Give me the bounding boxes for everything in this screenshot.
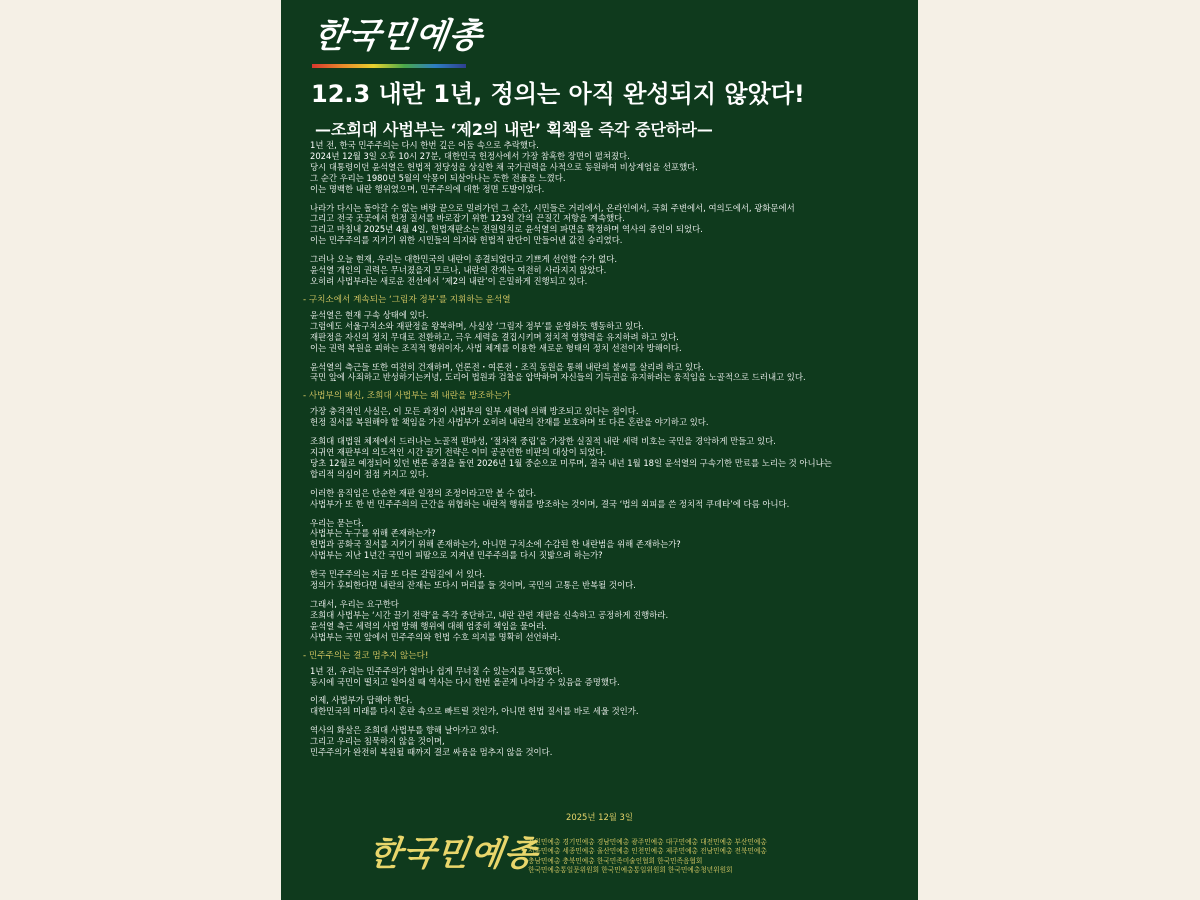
member-organizations [528,838,908,875]
paragraph-9 [310,518,905,562]
paragraph-8 [310,488,905,510]
body-line: 국민 앞에 사죄하고 반성하기는커녕, 도리어 법원과 검찰을 압박하며 자신들의 기득권을 유지하려는 움직임을 노골적으로 드러내고 있다. [310,372,806,383]
body-line: 합리적 의심이 점점 커지고 있다. [310,468,429,479]
body-line: 이러한 움직임은 단순한 재판 일정의 조정이라고만 볼 수 없다. [310,487,537,498]
body-line: 우리는 묻는다. [310,517,364,528]
body-line: 그래서, 우리는 요구한다 [310,599,399,609]
org-line: 한국민예총통일문위원회 한국민예총통일위원회 한국민예총청년위원회 [528,865,733,874]
page-title: 12.3 내란 1년, 정의는 아직 완성되지 않았다! [311,80,805,108]
body-line: 헌정 질서를 복원해야 할 책임을 가진 사법부가 오히려 내란의 잔재를 보호하며 또 다른 혼란을 야기하고 있다. [310,417,709,428]
body-line: 이제, 사법부가 답해야 한다. [310,695,413,706]
body-line: 오히려 사법부라는 새로운 전선에서 ‘제2의 내란’이 은밀하게 진행되고 있다. [310,275,588,286]
body-line: 역사의 화살은 조희대 사법부를 향해 날아가고 있다. [310,725,499,736]
body-line: 사법부는 국민 앞에서 민주주의와 헌법 수호 의지를 명확히 선언하라. [310,631,561,642]
paragraph-13 [310,695,905,717]
body-line: 이는 민주주의를 지키기 위한 시민들의 의지와 헌법적 판단이 만들어낸 값진 승리였다. [310,235,623,246]
paragraph-4 [310,310,905,354]
body-line: 조희대 사법부는 ‘시간 끌기 전략’을 즉각 중단하고, 내란 관련 재판을 신속하고 공정하게 진행하라. [310,609,669,620]
body-line: 당시 대통령이던 윤석열은 헌법적 정당성을 상실한 채 국가권력을 사적으로 동원하여 비상계엄을 선포했다. [310,161,698,172]
paragraph-3 [310,254,905,287]
paragraph-10 [310,569,905,591]
body-line: 가장 충격적인 사실은, 이 모든 과정이 사법부의 일부 세력에 의해 방조되고 있다는 점이다. [310,406,639,417]
paragraph-5 [310,362,905,384]
body-line: 조희대 대법원 체제에서 드러나는 노골적 편파성, ‘절차적 중립’을 가장한 실질적 내란 세력 비호는 국민을 경악하게 만들고 있다. [310,436,776,447]
body-line: 윤석열의 측근들 또한 여전히 건재하며, 언론전・여론전・조직 동원을 통해 내란의 불씨를 살리려 하고 있다. [310,361,704,372]
section-heading-1: - 구치소에서 계속되는 ‘그림자 정부’를 지휘하는 윤석열 [303,294,511,305]
paragraph-7 [310,436,905,480]
body-line: 사법부는 지난 1년간 국민이 피땀으로 지켜낸 민주주의를 다시 짓밟으려 하는가? [310,550,603,561]
body-line: 당초 12월로 예정되어 있던 변론 종결을 돌연 2026년 1월 중순으로 미루며, 결국 내년 1월 18일 윤석열의 구속기한 만료를 노리는 것 아니냐는 [310,457,832,468]
body-line: 그 순간 우리는 1980년 5월의 악몽이 되살아나는 듯한 전율을 느꼈다. [310,172,566,183]
logo-bottom: 한국민예총 [365,834,541,874]
section-heading-2: - 사법부의 배신, 조희대 사법부는 왜 내란을 방조하는가 [303,391,511,402]
body-line: 그럼에도 서울구치소와 재판정을 왕복하며, 사실상 ‘그림자 정부’를 운영하듯 행동하고 있다. [310,320,644,331]
section-heading-3: - 민주주의는 결코 멈추지 않는다! [303,650,429,661]
body-line: 윤석열 측근 세력의 사법 방해 행위에 대해 엄중히 책임을 물어라. [310,620,547,631]
paragraph-2 [310,203,905,247]
logo-top: 한국민예총 [310,16,486,56]
body-line: 정의가 후퇴한다면 내란의 잔재는 또다시 머리를 들 것이며, 국민의 고통은 반복될 것이다. [310,580,636,591]
body-line: 재판정을 자신의 정치 무대로 전환하고, 극우 세력을 결집시키며 정치적 영향력을 유지하려 하고 있다. [310,331,679,342]
body-line: 한국 민주주의는 지금 또 다른 갈림길에 서 있다. [310,569,486,580]
body-line: 나라가 다시는 돌아갈 수 없는 벼랑 끝으로 밀려가던 그 순간, 시민들은 거리에서, 온라인에서, 국회 주변에서, 여의도에서, 광화문에서 [310,202,795,213]
body-line: 사법부는 누구를 위해 존재하는가? [310,528,436,539]
body-line: 민주주의가 완전히 복원될 때까지 결코 싸움을 멈추지 않을 것이다. [310,747,553,758]
paragraph-14 [310,725,905,758]
body-line: 2024년 12월 3일 오후 10시 27분, 대한민국 헌정사에서 가장 참혹한 장면이 펼쳐졌다. [310,150,630,161]
rainbow-divider [312,64,466,68]
paragraph-6 [310,406,905,428]
body-line: 동시에 국민이 떨치고 일어설 때 역사는 다시 한번 올곧게 나아갈 수 있음을 증명했다. [310,676,620,687]
body-line: 대한민국의 미래를 다시 혼란 속으로 빠트릴 것인가, 아니면 헌법 질서를 바로 세울 것인가. [310,706,639,717]
org-line: 충남민예총 충북민예총 한국민족미술인협회 한국민족음협회 [528,856,703,865]
body-line: 이는 명백한 내란 행위였으며, 민주주의에 대한 정면 도발이었다. [310,183,545,194]
body-line: 이는 권력 복원을 꾀하는 조직적 행위이자, 사법 체계를 이용한 새로운 형태의 정치 선전이자 방해이다. [310,342,682,353]
body-line: 1년 전, 우리는 민주주의가 얼마나 쉽게 무너질 수 있는지를 목도했다. [310,665,564,676]
org-line: 강원민예총 경기민예총 경남민예총 광주민예총 대구민예총 대전민예총 부산민예총 [528,838,767,846]
body-line: 그리고 마침내 2025년 4월 4일, 헌법재판소는 전원일치로 윤석열의 파면을 확정하며 역사의 증인이 되었다. [310,224,703,235]
page-subtitle: —조희대 사법부는 ‘제2의 내란’ 획책을 즉각 중단하라— [315,120,713,139]
body-line: 사법부가 또 한 번 민주주의의 근간을 위협하는 내란적 행위를 방조하는 것이며, 결국 ‘법의 외피를 쓴 정치적 쿠데타’에 다름 아니다. [310,498,790,509]
statement-poster [281,0,918,900]
body-line: 헌법과 공화국 질서를 지키기 위해 존재하는가, 아니면 구치소에 수감된 한 내란범을 위해 존재하는가? [310,539,681,550]
org-line: 서울민예총 세종민예총 울산민예총 인천민예총 제주민예총 전남민예총 전북민예총 [528,847,767,856]
statement-body [303,140,905,766]
body-line: 그리고 전국 곳곳에서 헌정 질서를 바로잡기 위한 123일 간의 끈질긴 저항을 계속했다. [310,213,625,224]
statement-date: 2025년 12월 3일 [566,812,633,822]
body-line: 1년 전, 한국 민주주의는 다시 한번 깊은 어둠 속으로 추락했다. [310,140,539,150]
body-line: 지귀연 재판부의 의도적인 시간 끌기 전략은 이미 공공연한 비판의 대상이 되었다. [310,447,607,458]
body-line: 그러나 오늘 현재, 우리는 대한민국의 내란이 종결되었다고 기쁘게 선언할 수가 없다. [310,254,618,265]
paragraph-11 [310,599,905,643]
paragraph-12 [310,666,905,688]
paragraph-1 [310,140,905,195]
body-line: 윤석열 개인의 권력은 무너졌을지 모르나, 내란의 잔재는 여전히 사라지지 않았다. [310,265,607,276]
body-line: 그리고 우리는 침묵하지 않을 것이며, [310,736,445,747]
body-line: 윤석열은 현재 구속 상태에 있다. [310,309,429,320]
